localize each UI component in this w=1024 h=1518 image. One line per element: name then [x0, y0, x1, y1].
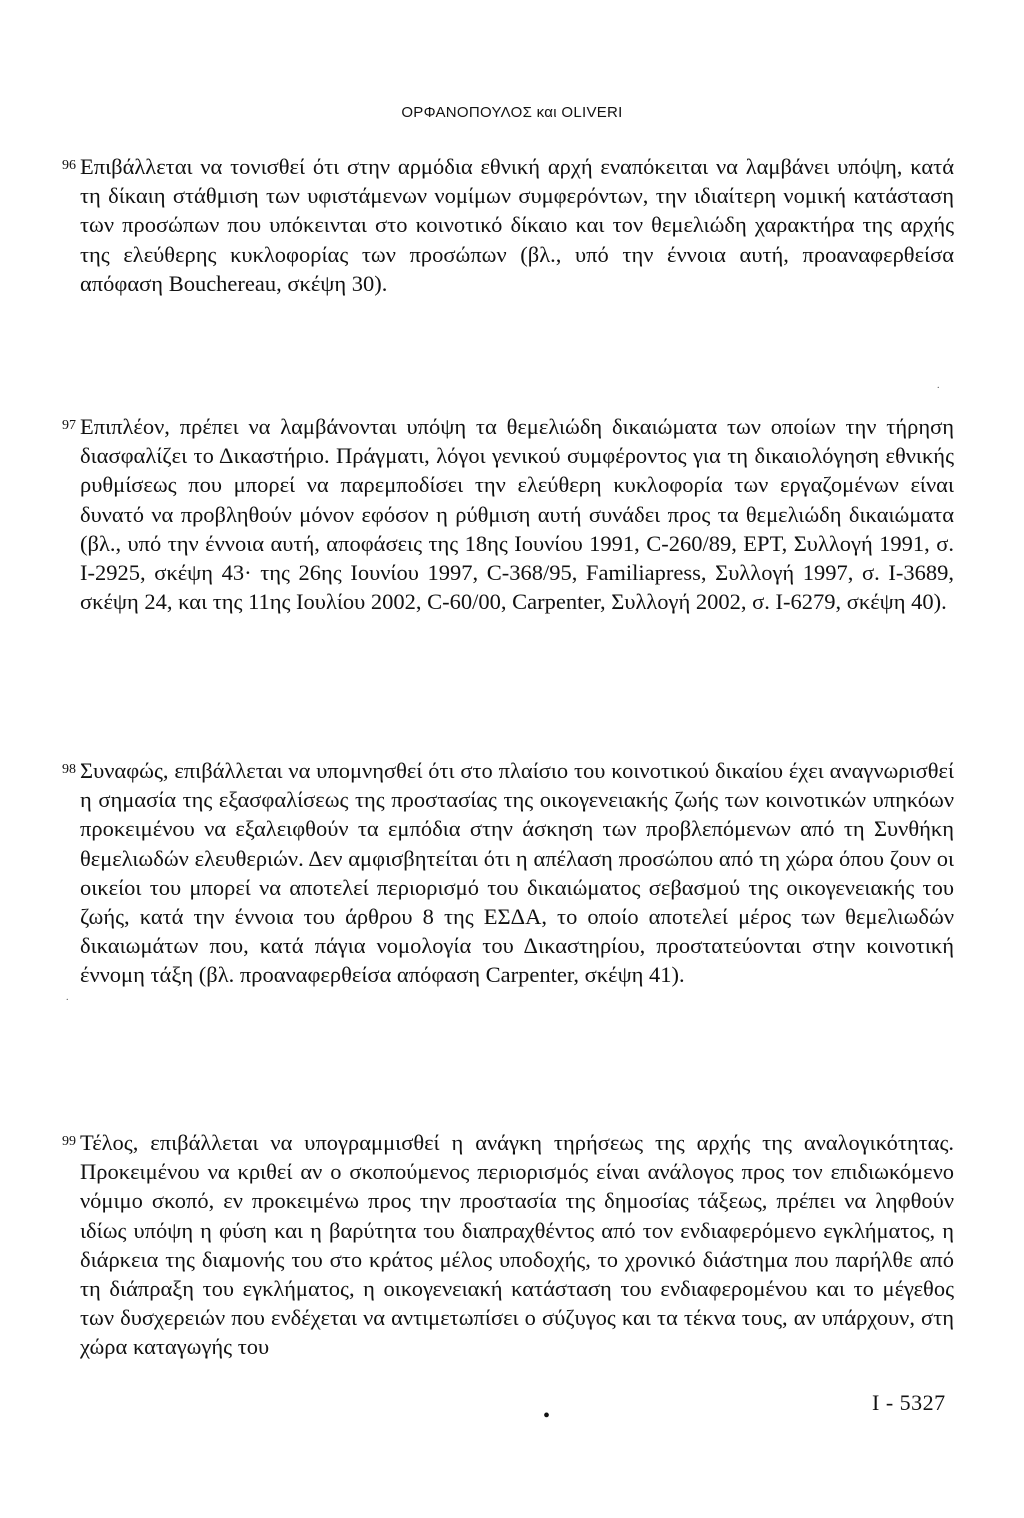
- scan-speck: .: [937, 380, 940, 391]
- paragraph-number: 99: [62, 1134, 76, 1149]
- paragraph-text: Τέλος, επιβάλλεται να υπογραμμισθεί η ανάγκη τηρήσεως της αρχής της αναλογικότητας. Προκειμένου να κριθεί αν ο σκοπούμενος περιορισμός είναι ανάλογος προς τον επιδιωκόμενο νόμιμο σκοπό, εν προκειμένω προς την προστασία της δημοσίας τάξεως, πρέπει να ληφθούν ιδίως υπόψη η φύση και η βαρύτητα του διαπραχθέντος από τον ενδιαφερόμενο εγκλήματος, η διάρκεια της διαμονής του στο κράτος μέλος υποδοχής, το χρονικό διάστημα που παρήλθε από τη διάπραξη του εγκλήματος, η οικογενειακή κατάσταση του ενδιαφερομένου και το μέγεθος των δυσχερειών που ενδέχεται να αντιμετωπίσει ο σύζυγος και τα τέκνα τους, αν υπάρχουν, στη χώρα καταγωγής του: [80, 1130, 954, 1360]
- paragraph-number: 96: [62, 158, 76, 173]
- paragraph-text: Επιβάλλεται να τονισθεί ότι στην αρμόδια εθνική αρχή εναπόκειται να λαμβάνει υπόψη, κατά τη δίκαιη στάθμιση των υφιστάμενων νομίμων συμφερόντων, την ιδιαίτερη νομική κατάσταση των προσώπων που υπόκεινται στο κοινοτικό δίκαιο και τον θεμελιώδη χαρακτήρα της αρχής της ελεύθερης κυκλοφορίας των προσώπων (βλ., υπό την έννοια αυτή, προαναφερθείσα απόφαση Bouchereau, σκέψη 30).: [80, 154, 954, 296]
- paragraph-text: Συναφώς, επιβάλλεται να υπομνησθεί ότι στο πλαίσιο του κοινοτικού δικαίου έχει αναγνωρισθεί η σημασία της εξασφαλίσεως της προστασίας της οικογενειακής ζωής των κοινοτικών υπηκόων προκειμένου να εξαλειφθούν τα εμπόδια στην άσκηση των προβλεπόμενων από τη Συνθήκη θεμελιωδών ελευθεριών. Δεν αμφισβητείται ότι η απέλαση προσώπου από τη χώρα όπου ζουν οι οικείοι του μπορεί να αποτελεί περιορισμό του δικαιώματος σεβασμού της οικογενειακής του ζωής, κατά την έννοια του άρθρου 8 της ΕΣΔΑ, το οποίο αποτελεί μέρος των θεμελιωδών δικαιωμάτων που, κατά πάγια νομολογία του Δικαστηρίου, προστατεύονται στην κοινοτική έννομη τάξη (βλ. προαναφερθείσα απόφαση Carpenter, σκέψη 41).: [80, 758, 954, 988]
- paragraph-text: Επιπλέον, πρέπει να λαμβάνονται υπόψη τα θεμελιώδη δικαιώματα των οποίων την τήρηση διασφαλίζει το Δικαστήριο. Πράγματι, λόγοι γενικού συμφέροντος για τη δικαιολόγηση εθνικής ρυθμίσεως που μπορεί να παρεμποδίσει την ελεύθερη κυκλοφορία των εργαζομένων είναι δυνατό να προβληθούν μόνον εφόσον η ρύθμιση αυτή συνάδει προς τα θεμελιώδη δικαιώματα (βλ., υπό την έννοια αυτή, αποφάσεις της 18ης Ιουνίου 1991, C-260/89, ΕΡΤ, Συλλογή 1991, σ. I-2925, σκέψη 43· της 26ης Ιουνίου 1997, C-368/95, Familiapress, Συλλογή 1997, σ. I-3689, σκέψη 24, και της 11ης Ιουλίου 2002, C-60/00, Carpenter, Συλλογή 2002, σ. I-6279, σκέψη 40).: [80, 414, 955, 615]
- scan-speck: .: [66, 992, 69, 1003]
- paragraph-number: 98: [62, 762, 76, 777]
- footer-bullet: •: [543, 1405, 551, 1427]
- paragraph-number: 97: [62, 418, 76, 433]
- page-number: I - 5327: [872, 1390, 946, 1415]
- running-header: ΟΡΦΑΝΟΠΟΥΛΟΣ και OLIVERI: [401, 104, 623, 121]
